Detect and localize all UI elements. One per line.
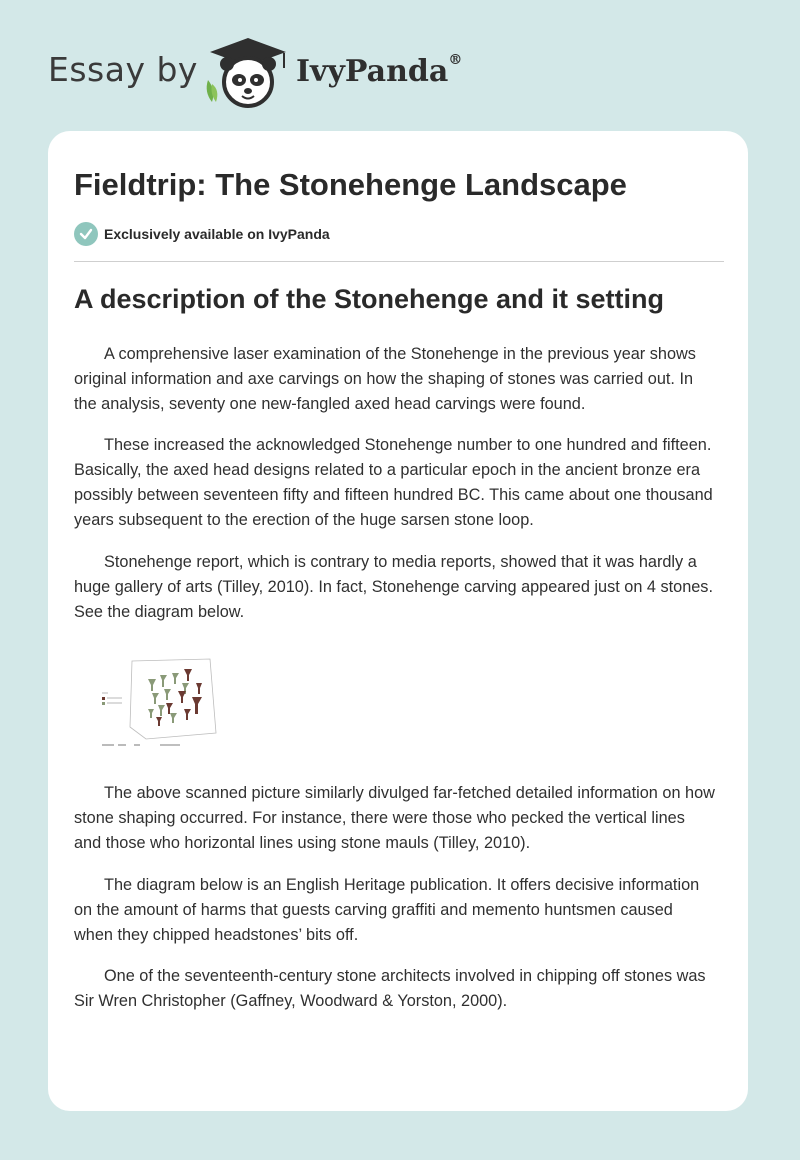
essay-by-label: Essay by [48,50,198,89]
exclusive-badge [74,222,330,246]
paragraph-1: A comprehensive laser examination of the Stonehenge in the previous year shows original information and axe carvings on how the shaping of stones was carried out. In the analysis, seventy one new-fangled axed head carvings were found. [74,345,696,413]
site-header [0,0,800,130]
paragraph-5: The diagram below is an English Heritage publication. It offers decisive information on the amount of harms that guests carving graffiti and memento huntsmen caused when they chipped headstones’ bits off. [74,876,700,944]
section-heading: A description of the Stonehenge and it setting [74,284,665,314]
paragraph-3: Stonehenge report, which is contrary to media reports, showed that it was hardly a huge gallery of arts (Tilley, 2010). In fact, Stonehenge carving appeared just on 4 stones. See the diagram below. [74,553,713,621]
page-title: Fieldtrip: The Stonehenge Landscape [74,167,627,202]
check-circle-icon [74,222,98,246]
divider [74,261,724,262]
brand-name: IvyPanda [296,54,449,89]
paragraph-2: These increased the acknowledged Stonehenge number to one hundred and fifteen. Basically, the axed head designs related to a particular epoch in the ancient bronze era possibly between seventeen fifty and fifteen hundred BC. This came about one thousand years subsequent to the erection of the huge sarsen stone loop. [74,436,713,529]
paragraph-4: The above scanned picture similarly divulged far-fetched detailed information on how stone shaping occurred. For instance, there were those who pecked the vertical lines and those who horizontal lines using stone mauls (Tilley, 2010). [74,784,715,852]
registered-mark: ® [448,52,463,68]
stone-carvings-diagram [100,657,218,749]
article-card [48,131,748,1111]
panda-logo-icon[interactable] [202,36,294,110]
brand-logo-text[interactable] [296,54,462,89]
paragraph-6: One of the seventeenth-century stone architects involved in chipping off stones was Sir Wren Christopher (Gaffney, Woodward & Yorston, 2000). [74,967,706,1010]
exclusive-badge-label: Exclusively available on IvyPanda [104,226,330,242]
